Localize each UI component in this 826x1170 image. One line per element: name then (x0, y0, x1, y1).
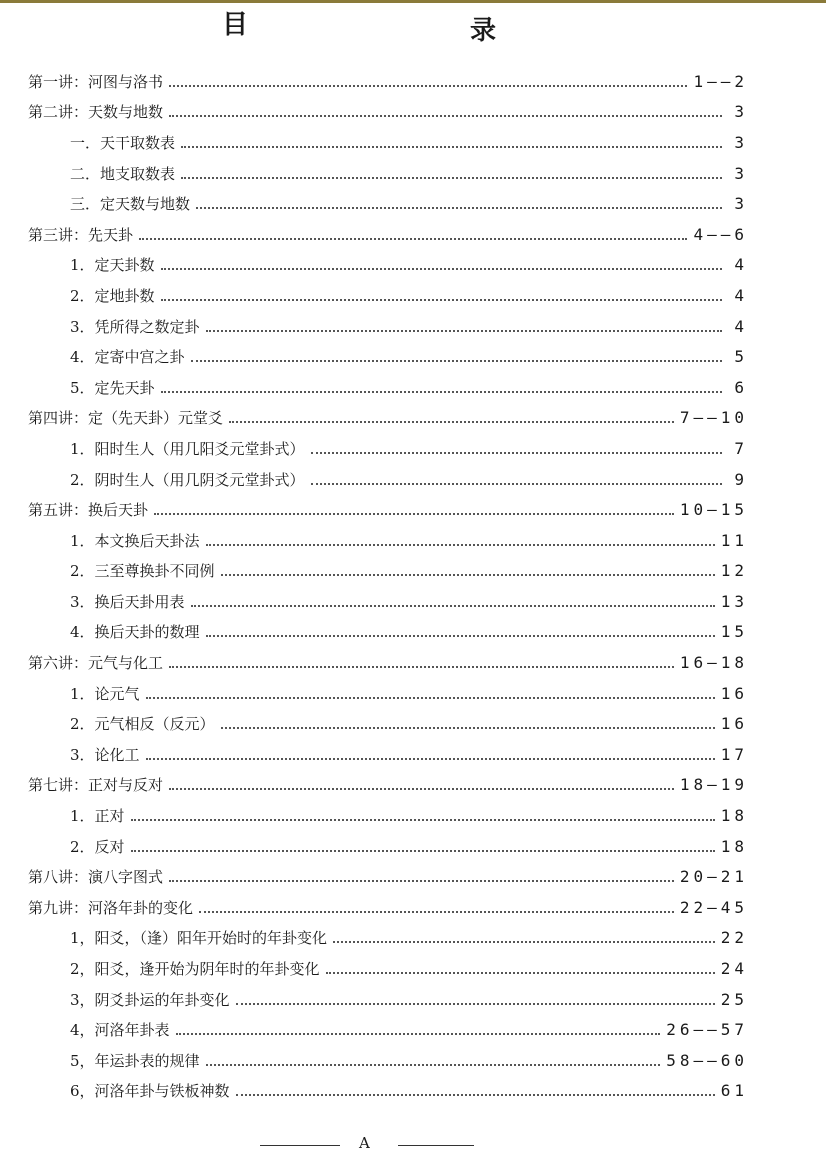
dot-leader (154, 498, 674, 515)
toc-entry-title: 二．地支取数表 (70, 164, 176, 183)
toc-page-number: 18—19 (679, 775, 748, 795)
dot-leader (169, 773, 674, 790)
toc-section-entry (28, 250, 748, 281)
toc-section-entry (28, 556, 748, 587)
toc-entry-title: 1．阳时生人（用几阳爻元堂卦式） (70, 439, 305, 458)
toc-entry-title: 1．论元气 (70, 684, 140, 703)
toc-page-number: 6 (734, 377, 748, 397)
dot-leader (221, 712, 715, 729)
toc-page-number: 4——6 (693, 224, 748, 244)
toc-page-number: 18 (720, 806, 748, 826)
toc-section-entry (28, 739, 748, 770)
toc-section-entry (28, 586, 748, 617)
toc-entry-title: 1．正对 (70, 807, 125, 826)
toc-entry-title: 3．凭所得之数定卦 (70, 317, 200, 336)
toc-section-entry (28, 923, 748, 954)
title-char-1: 目 (222, 10, 250, 40)
toc-page-number: 9 (734, 469, 748, 489)
toc-page-number: 5 (734, 347, 748, 367)
dot-leader (196, 192, 722, 209)
dot-leader (139, 223, 687, 240)
toc-section-entry (28, 372, 748, 403)
dot-leader (311, 437, 722, 454)
dot-leader (236, 988, 715, 1005)
toc-section-entry (28, 953, 748, 984)
toc-page-number: 25 (720, 989, 748, 1009)
toc-entry-title: 一．天干取数表 (70, 133, 176, 152)
toc-entry-title: 1．定天卦数 (70, 256, 155, 275)
dot-leader (161, 376, 722, 393)
toc-section-entry (28, 280, 748, 311)
toc-section-entry (28, 525, 748, 556)
toc-page-number: 16—18 (679, 653, 748, 673)
toc-entry-title: 第七讲：正对与反对 (28, 776, 164, 795)
toc-page-number: 4 (734, 285, 748, 305)
dot-leader (206, 1049, 661, 1066)
toc-page-number: 17 (720, 744, 748, 764)
dot-leader (169, 100, 722, 117)
toc-entry-title: 第五讲：换后天卦 (28, 501, 149, 520)
toc-entry-title: 5，年运卦表的规律 (70, 1051, 200, 1070)
toc-entry-title: 2．定地卦数 (70, 286, 155, 305)
toc-entry-title: 第二讲：天数与地数 (28, 103, 164, 122)
toc-entry-title: 第八讲：演八字图式 (28, 868, 164, 887)
toc-page-number: 15 (720, 622, 748, 642)
toc-entry-title: 4．定寄中宫之卦 (70, 348, 185, 367)
toc-section-entry (28, 464, 748, 495)
toc-page-number: 26——57 (666, 1020, 748, 1040)
toc-chapter-entry (28, 494, 748, 525)
toc-section-entry (28, 188, 748, 219)
toc-entry-title: 6，河洛年卦与铁板神数 (70, 1082, 230, 1101)
toc-page-number: 3 (734, 194, 748, 214)
toc-entry-title: 4，河洛年卦表 (70, 1021, 170, 1040)
toc-page-number: 61 (720, 1081, 748, 1101)
dot-leader (161, 284, 722, 301)
toc-page-number: 13 (720, 591, 748, 611)
toc-page-number: 24 (720, 959, 748, 979)
toc-page-number: 11 (720, 530, 748, 550)
toc-page-number: 12 (720, 561, 748, 581)
toc-section-entry (28, 433, 748, 464)
toc-section-entry (28, 127, 748, 158)
toc-entry-title: 第四讲：定（先天卦）元堂爻 (28, 409, 224, 428)
toc-entry-title: 3，阴爻卦运的年卦变化 (70, 990, 230, 1009)
toc-entry-title: 第九讲：河洛年卦的变化 (28, 898, 194, 917)
toc-chapter-entry (28, 97, 748, 128)
dot-leader (333, 926, 715, 943)
toc-page-number: 10—15 (679, 500, 748, 520)
toc-entry-title: 2．元气相反（反元） (70, 715, 215, 734)
dot-leader (146, 743, 715, 760)
toc-entry-title: 5．定先天卦 (70, 378, 155, 397)
toc-entry-title: 2．阴时生人（用几阴爻元堂卦式） (70, 470, 305, 489)
toc-page-number: 3 (734, 102, 748, 122)
toc-page-number: 7 (734, 438, 748, 458)
toc-page-number: 22—45 (679, 897, 748, 917)
dot-leader (206, 315, 722, 332)
toc-page-number: 16 (720, 714, 748, 734)
title-char-2: 录 (470, 16, 498, 46)
dot-leader (176, 1018, 661, 1035)
table-of-contents (28, 66, 748, 1106)
dot-leader (146, 682, 715, 699)
toc-chapter-entry (28, 892, 748, 923)
toc-page-number: 16 (720, 683, 748, 703)
toc-page-number: 18 (720, 836, 748, 856)
toc-section-entry (28, 678, 748, 709)
toc-section-entry (28, 1076, 748, 1107)
toc-entry-title: 第三讲：先天卦 (28, 225, 134, 244)
toc-entry-title: 2．反对 (70, 837, 125, 856)
toc-entry-title: 3．换后天卦用表 (70, 592, 185, 611)
toc-section-entry (28, 984, 748, 1015)
toc-section-entry (28, 1045, 748, 1076)
toc-entry-title: 4．换后天卦的数理 (70, 623, 200, 642)
toc-section-entry (28, 617, 748, 648)
toc-chapter-entry (28, 403, 748, 434)
toc-page-number: 4 (734, 255, 748, 275)
toc-section-entry (28, 341, 748, 372)
dot-leader (191, 345, 722, 362)
toc-entry-title: 三．定天数与地数 (70, 195, 191, 214)
dot-leader (169, 70, 687, 87)
dot-leader (236, 1079, 715, 1096)
dot-leader (326, 957, 715, 974)
toc-section-entry (28, 708, 748, 739)
dot-leader (199, 896, 674, 913)
toc-section-entry (28, 831, 748, 862)
toc-section-entry (28, 800, 748, 831)
toc-chapter-entry (28, 66, 748, 97)
dot-leader (161, 253, 722, 270)
dot-leader (191, 590, 715, 607)
toc-entry-title: 第一讲：河图与洛书 (28, 72, 164, 91)
toc-page-number: 3 (734, 163, 748, 183)
toc-chapter-entry (28, 647, 748, 678)
dot-leader (131, 835, 715, 852)
toc-page-number: 20—21 (679, 867, 748, 887)
toc-page-number: 4 (734, 316, 748, 336)
toc-page-number: 22 (720, 928, 748, 948)
footer-page-mark: A (359, 1134, 370, 1152)
dot-leader (169, 651, 674, 668)
dot-leader (206, 529, 715, 546)
toc-entry-title: 3．论化工 (70, 745, 140, 764)
dot-leader (229, 406, 674, 423)
page-footer (0, 1134, 826, 1156)
dot-leader (131, 804, 715, 821)
toc-section-entry (28, 158, 748, 189)
toc-chapter-entry (28, 219, 748, 250)
toc-entry-title: 1，阳爻，（逢）阳年开始时的年卦变化 (70, 929, 328, 948)
toc-chapter-entry (28, 861, 748, 892)
footer-rule-right (398, 1145, 474, 1146)
page-title (0, 4, 826, 44)
dot-leader (311, 468, 722, 485)
toc-page-number: 3 (734, 132, 748, 152)
toc-entry-title: 2，阳爻，逢开始为阴年时的年卦变化 (70, 960, 320, 979)
dot-leader (206, 620, 715, 637)
toc-section-entry (28, 311, 748, 342)
toc-entry-title: 第六讲：元气与化工 (28, 654, 164, 673)
toc-section-entry (28, 1014, 748, 1045)
dot-leader (181, 131, 722, 148)
toc-entry-title: 1．本文换后天卦法 (70, 531, 200, 550)
toc-entry-title: 2．三至尊换卦不同例 (70, 562, 215, 581)
toc-page-number: 58——60 (666, 1050, 748, 1070)
top-border (0, 0, 826, 3)
dot-leader (169, 865, 674, 882)
toc-page-number: 1——2 (693, 71, 748, 91)
toc-chapter-entry (28, 770, 748, 801)
dot-leader (221, 559, 715, 576)
dot-leader (181, 162, 722, 179)
footer-rule-left (260, 1145, 340, 1146)
toc-page-number: 7——10 (679, 408, 748, 428)
